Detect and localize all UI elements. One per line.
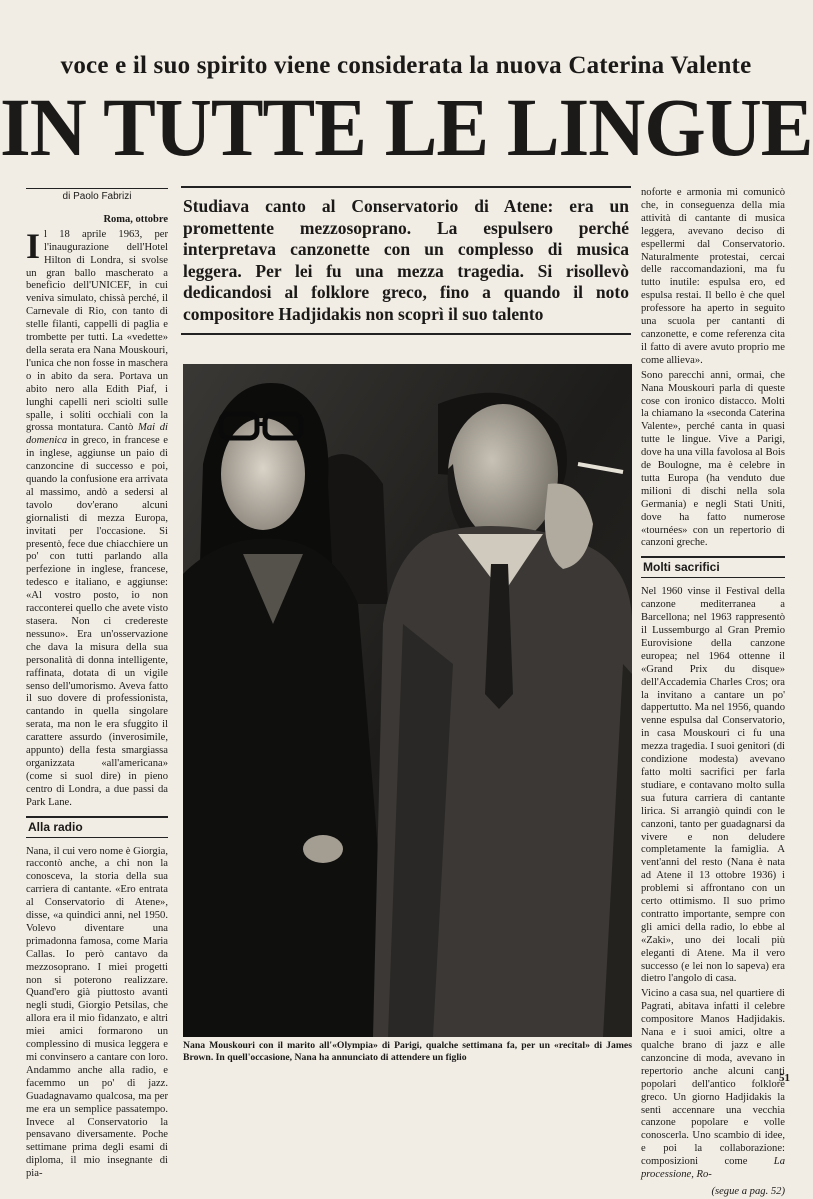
paragraph-text: l 18 aprile 1963, per l'inaugurazione dell'Hotel Hilton di Londra, si svolse un gran ballo mascherato a beneficio dell'UNICEF, in cui veniva simulato, chissà perché, il Carnevale di Rio, con tanto di stelle filanti, cappelli di paglia e trombette per tutti. La «vedette» della serata era Nana Mouskouri, l'unica che non fosse in maschera o in abito da sera. Portava un abito nero alla Edith Piaf, i lunghi capelli neri sciolti sulle spalle, i soliti occhiali con la grossa montatura. Cantò — [26, 228, 168, 434]
headline: IN TUTTE LE LINGUE — [0, 82, 813, 175]
paragraph — [641, 988, 785, 1182]
song-title: Mai di domenica — [26, 422, 168, 447]
paragraph: Nana, il cui vero nome è Giorgia, raccontò anche, a chi non la conosceva, la storia della sua carriera di cantante. «Ero entrata al Conservatorio di Atene», disse, «a quindici anni, nel 1950. Volevo diventare una primadonna famosa, come Maria Callas. Io però cantavo da mezzosoprano. I miei progetti non si poterono realizzare. Quand'ero già piuttosto avanti negli studi, Giorgio Petsilas, che allora era il mio fidanzato, e altri miei amici formarono un complessino di musica leggera e mi convinsero a cantare con loro. Andammo anche alla radio, e facemmo un po' di jazz. Guadagnavamo qualcosa, ma per me era un semplice passatempo. Invece al Conservatorio la pensavano diversamente. Poche settimane prima degli esami di diploma, il mio insegnante di pia- — [26, 845, 168, 1180]
photo-caption: Nana Mouskouri con il marito all'«Olympia» di Parigi, qualche settimana fa, per un «recital» di James Brown. In quell'occasione, Nana ha annunciato di attendere un figlio — [183, 1040, 632, 1063]
subhead-alla-radio: Alla radio — [26, 816, 168, 838]
article-column-left — [26, 188, 168, 1180]
page-number: 51 — [779, 1072, 790, 1084]
paragraph: noforte e armonia mi comunicò che, in conseguenza della mia attività di cantante di musica leggera, avevano deciso di espellermi dal Conservatorio. Naturalmente protestai, cercai delle raccomandazioni, ma fu tutto inutile: espulsa ero, ed espulsa restai. Il bello è che quel professore ha aperto in seguito una scuola per cantanti di canzonette, e come referenza cita il fatto di avere avuto proprio me come allieva». — [641, 187, 785, 366]
paragraph-text: Vicino a casa sua, nel quartiere di Pagrati, abitava infatti il celebre compositore Manos Hadjidakis. Nana e i suoi amici, oltre a qualche brano di jazz e alle canzoncine di moda, avevano in repertorio anche alcuni canti popolari dell'antico folklore greco. Un giorno Hadjidakis la sentì accennare una vecchia canzone popolare e volle conoscerla. Uno scambio di idee, e poi la collaborazione: composizioni come — [641, 988, 785, 1168]
paragraph: Sono parecchi anni, ormai, che Nana Mouskouri parla di queste cose con ironico distacco. Molti la chiamano la «seconda Caterina Valente», perché canta in quasi tutte le lingue. Vive a Parigi, dove ha una villa favolosa al Bois de Boulogne, ma è celebre in tutta Europa (ha venduto due milioni di dischi nella sola Germania) e negli Stati Uniti, dove ha fatto numerose «tournées» con un repertorio di canzoni greche. — [641, 369, 785, 549]
paragraph-text: in greco, in francese e in inglese, aggiunse un paio di canzoncine di successo e poi, quando la confusione era arrivata al massimo, andò a sedersi al tavolo dov'erano alcuni giornalisti di mezza Europa, invitati per l'occasione. Si presentò, fece due chiacchiere un po' con tutti parlando alla perfezione in inglese, francese, tedesco e italiano, e aggiunse: «Al vostro posto, io non racconterei quello che avete visto stasera. Non ci credereste nessuno». Era un'osservazione che dava la misura della sua personalità di donna intelligente, raffinata, dotata di un vigile senso dell'umorismo. Aveva fatto il suo dovere di professionista, cantando in quella singolare serata, ma non le era sfuggito il carattere assurdo (inverosimile, appunto) della festa smargiassa organizzata «all'americana» (come si suol dire) in pieno centro di Londra, a due passi da Park Lane. — [26, 435, 168, 808]
kicker: voce e il suo spirito viene considerata la nuova Caterina Valente — [60, 52, 752, 79]
paragraph — [26, 225, 168, 810]
article-column-right — [641, 187, 785, 1197]
subhead-molti-sacrifici: Molti sacrifici — [641, 556, 785, 578]
byline: di Paolo Fabrizi — [26, 188, 168, 204]
photo-nana-mouskouri — [183, 364, 632, 1037]
paragraph: Nel 1960 vinse il Festival della canzone mediterranea a Barcellona; nel 1963 rappresentò il Lussemburgo al Gran Premio Eurovisione della canzone europea; nel 1964 ottenne il «Grand Prix du disque» dell'Accademia Charles Cros; ora la invitano a cantare un po' dappertutto. Ma nel 1956, quando venne espulsa dal Conservatorio, in casa Mouskouri ci fu una mezza tragedia. I suoi genitori (di condizione modesta) avevano fatto molti sacrifici per farla studiare, e contavano molto sulla sua futura carriera di cantante lirica. Si arrangiò quindi con le canzoni, tanto per guadagnarsi da vivere e non deludere completamente la famiglia. A vent'anni del resto (Nana è nata ad Atene il 13 ottobre 1936) i problemi si affrontano con un certo ottimismo. Il suo primo contratto importante, sempre con gli amici della radio, lo ebbe al «Zaki», uno dei locali più eleganti di Atene. Ma il vero successo (e lei non lo sapeva) era dietro l'angolo di casa. — [641, 586, 785, 985]
song-title: La processione, Ro- — [641, 1156, 785, 1181]
continued-note: (segue a pag. 52) — [711, 1185, 785, 1197]
deck-summary: Studiava canto al Conservatorio di Atene: era un promettente mezzosoprano. La espulsero perché interpretava canzonette con un complesso di musica leggera. Per lei fu una mezza tragedia. Si risollevò dedicandosi al folklore greco, fino a quando il noto compositore Hadjidakis non scoprì il suo talento — [181, 186, 631, 335]
dateline: Roma, ottobre — [103, 213, 168, 225]
drop-cap: I — [26, 225, 41, 266]
photo-illustration — [183, 364, 632, 1037]
